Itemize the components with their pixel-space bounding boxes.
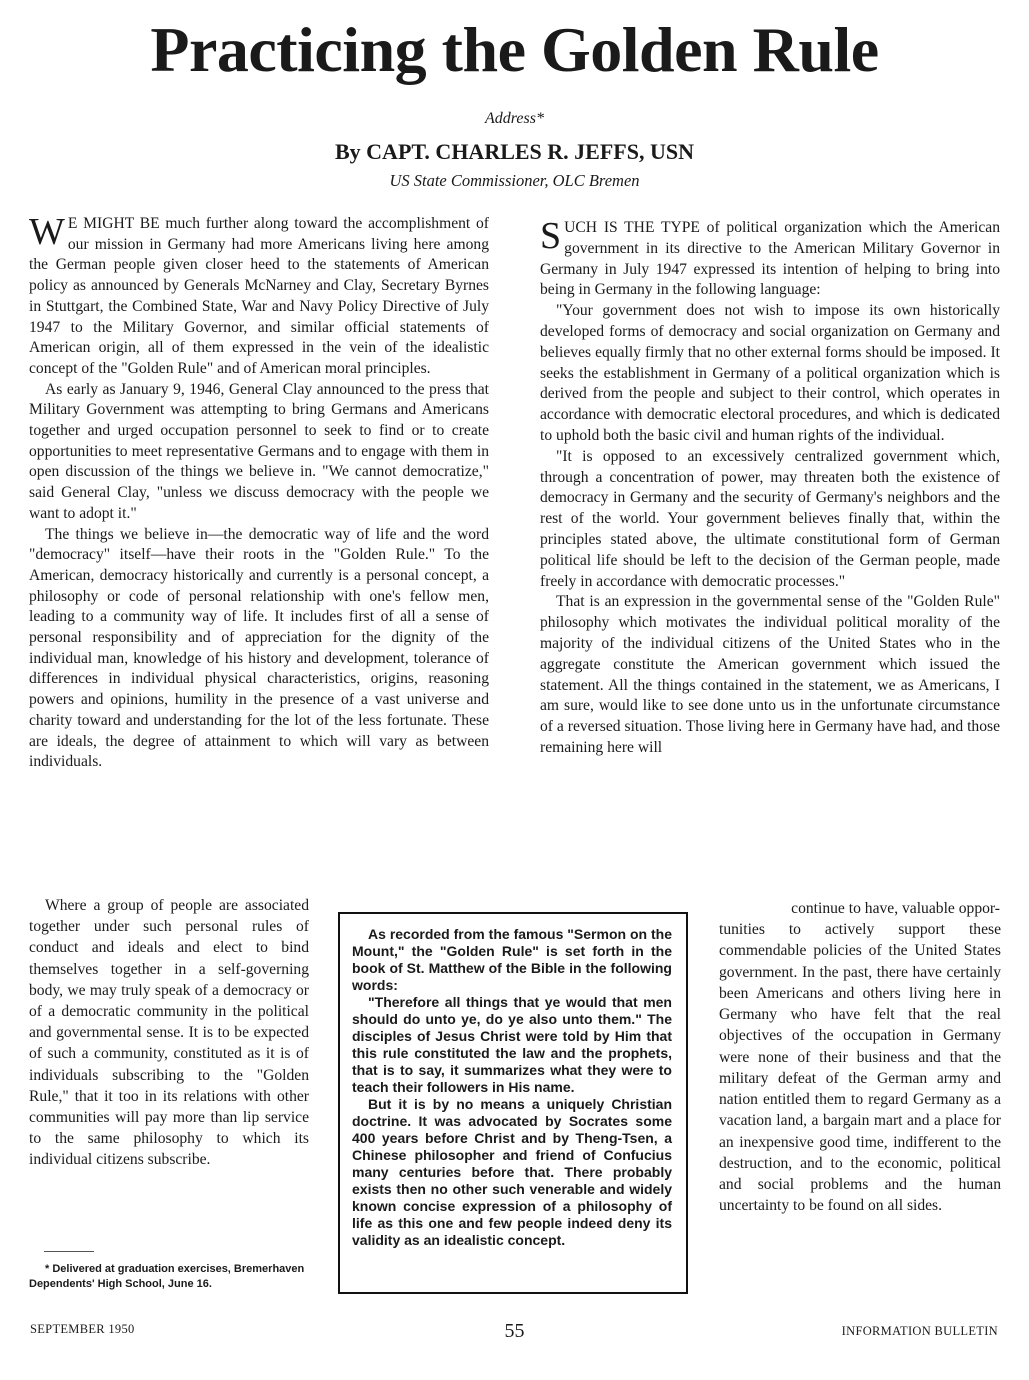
right-paragraph-3: "It is opposed to an excessively centralized government which, through a concentration of power, may threaten both the existence of democracy in Germany and the security of Germany's neighbors and the rest of the world. Your government believes finally that, within the principles stated above, the ultimate constitutional form of German political life should be left to the decision of the German people, made freely in accordance with democratic processes.": [540, 447, 1000, 590]
sidebar-paragraph-3: But it is by no means a uniquely Christian doctrine. It was advocated by Socrates some 400 years before Christ and by Theng-Tsen, a Chinese philosopher and friend of Confucius many centuries before that. There probably exists then no other such venerable and widely known concise expression of a philosophy of life as this one and few people indeed deny its validity as an idealistic concept.: [352, 1096, 672, 1248]
right-paragraph-1: SUCH IS THE TYPE of political organization which the American government in its directive to the American Military Governor in Germany in July 1947 expressed its intention of helping to bring into being in Germany in the following language:: [540, 215, 1000, 299]
right-continuation-line: continue to have, valuable oppor-: [791, 900, 1000, 917]
drop-cap-w: W: [29, 211, 65, 253]
left-paragraph-2: As early as January 9, 1946, General Clay announced to the press that Military Government was attempting to bring Germans and Americans together and urged occupation personnel to seek to find or to create opportunities to meet representative Germans and to engage with them in open discussion of the things we believe in. "We cannot democratize," said General Clay, "unless we discuss democracy with the people we want to adopt it.": [29, 380, 489, 522]
left-column: [29, 211, 489, 773]
golden-rule-sidebar-box: [338, 912, 688, 1294]
footnote-divider: [44, 1251, 94, 1252]
left-paragraph-4: Where a group of people are associated together under such personal rules of conduct and ideals and elect to bind themselves together in a self-governing body, we may truly speak of a democracy or of a democratic community in the political and governmental sense. It is to be expected of such a community, constituted as it is of individuals subscribing to the "Golden Rule," that it too in its relations with other communities will pay more than lip service to the same philosophy to which its individual citizens subscribe.: [29, 897, 309, 1169]
right-paragraph-2: "Your government does not wish to impose its own historically developed forms of democracy and social organization on Germany and believes equally firmly that no other external forms should be imposed. It seeks the establishment in Germany of a political organization which is derived from the people and subject to their control, which operates in accordance with democratic electoral procedures, and which is dedicated to uphold both the basic civil and human rights of the individual.: [540, 302, 1000, 444]
drop-cap-s: S: [540, 215, 562, 257]
footer-publication: INFORMATION BULLETIN: [841, 1324, 998, 1338]
left-narrow-column: [29, 895, 309, 1171]
article-kind: Address*: [485, 110, 544, 127]
right-narrow-column: [719, 919, 1001, 1217]
sidebar-paragraph-1: As recorded from the famous "Sermon on the Mount," the "Golden Rule" is set forth in the book of St. Matthew of the Bible in the following words:: [352, 926, 672, 993]
footer-date: SEPTEMBER 1950: [30, 1322, 135, 1336]
right-paragraph-5: tunities to actively support these commendable policies of the United States government. In the past, there have certainly been Americans and others living here in Germany who have felt that the real objectives of the occupation in Germany were none of their business and that the military defeat of the German army and nation entitled them to regard Germany as a vacation land, a bargain mart and a place for an inexpensive good time, indifferent to the destruction, and to the economic, political and social problems and the human uncertainty to be found on all sides.: [719, 921, 1001, 1215]
right-paragraph-4: That is an expression in the governmental sense of the "Golden Rule" philosophy which motivates the individual political morality of the majority of the individual citizens of the United States who in the aggregate constitute the American government which issued the statement. All the things contained in the statement, we as Americans, I am sure, would like to see done unto us in the unfortunate circumstance of a reversed situation. Those living here in Germany have had, and those remaining here will: [540, 593, 1000, 756]
article-title: Practicing the Golden Rule: [150, 14, 879, 85]
left-paragraph-3: The things we believe in—the democratic way of life and the word "democracy" itself—have their roots in the "Golden Rule." To the American, democracy historically and currently is a personal concept, a philosophy or code of personal relationship with one's fellow men, leading to a community way of life. It includes first of all a sense of personal responsibility and of appreciation for the dignity of the individual man, knowledge of his history and development, tolerance of differences in individual physical characteristics, origins, reasoning powers and opinions, humility in the presence of a vast universe and charity toward and understanding for the lot of the less fortunate. These are ideals, the degree of attainment to which will vary as between individuals.: [29, 525, 489, 771]
left-paragraph-1: W E MIGHT BE much further along toward the accomplishment of our mission in Germany had more Americans living here among the German people given closer heed to the statements of American policy as announced by Generals McNarney and Clay, Secretary Byrnes in Stuttgart, the Combined State, War and Navy Policy Directive of July 1947 to the Military Governor, and similar official statements of American origin, all of them expressed in the vein of the idealistic concept of the "Golden Rule" and of American moral principles.: [29, 211, 489, 377]
right-column: [540, 215, 1000, 759]
footnote: * Delivered at graduation exercises, Bremerhaven Dependents' High School, June 16.: [29, 1263, 305, 1290]
sidebar-paragraph-2: "Therefore all things that ye would that men should do unto ye, do ye also unto them." The disciples of Jesus Christ were told by Him that this rule constituted the law and the prophets, that is to say, it summarizes what they were to teach their followers in His name.: [352, 994, 672, 1095]
page-number: 55: [504, 1320, 525, 1342]
author-byline: By CAPT. CHARLES R. JEFFS, USN: [335, 139, 694, 164]
author-role: US State Commissioner, OLC Bremen: [389, 171, 640, 190]
